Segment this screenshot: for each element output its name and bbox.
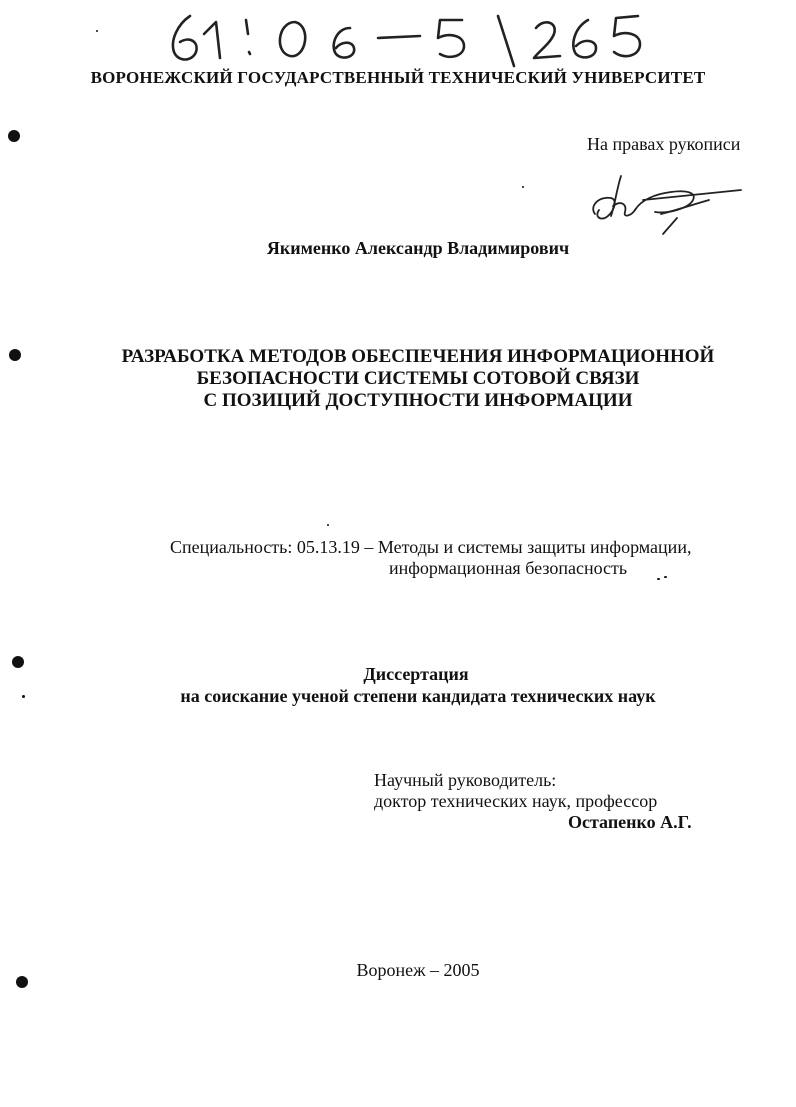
title-line: БЕЗОПАСНОСТИ СИСТЕМЫ СОТОВОЙ СВЯЗИ [196, 368, 640, 389]
scan-speck [664, 576, 667, 578]
supervisor-label: Научный руководитель: [374, 770, 557, 790]
dissertation-degree: на соискание ученой степени кандидата технических наук [180, 686, 656, 706]
specialty-line-1: Специальность: 05.13.19 – Методы и системы защиты информации, [170, 537, 692, 557]
title-line: РАЗРАБОТКА МЕТОДОВ ОБЕСПЕЧЕНИЯ ИНФОРМАЦИОННОЙ [121, 346, 715, 367]
scan-speck [657, 578, 660, 580]
punch-hole-mark [12, 656, 24, 668]
university-name: ВОРОНЕЖСКИЙ ГОСУДАРСТВЕННЫЙ ТЕХНИЧЕСКИЙ УНИВЕРСИТЕТ [90, 68, 706, 87]
supervisor-name: Остапенко А.Г. [568, 812, 692, 832]
scan-speck [22, 695, 25, 698]
punch-hole-mark [16, 976, 28, 988]
scan-speck [96, 30, 98, 32]
punch-hole-mark [8, 130, 20, 142]
scan-speck [522, 186, 524, 188]
supervisor-rank: доктор технических наук, профессор [374, 791, 658, 811]
handwritten-archive-number [160, 2, 660, 68]
dissertation-type: Диссертация [363, 664, 469, 684]
author-name: Якименко Александр Владимирович [266, 238, 570, 258]
scan-speck [327, 524, 329, 526]
city-year: Воронеж – 2005 [356, 960, 480, 980]
specialty-line-2: информационная безопасность [389, 558, 628, 578]
punch-hole-mark [9, 349, 21, 361]
author-signature [585, 170, 745, 240]
title-line: С ПОЗИЦИЙ ДОСТУПНОСТИ ИНФОРМАЦИИ [203, 390, 633, 411]
dissertation-title [0, 346, 796, 412]
rights-note: На правах рукописи [587, 134, 741, 154]
